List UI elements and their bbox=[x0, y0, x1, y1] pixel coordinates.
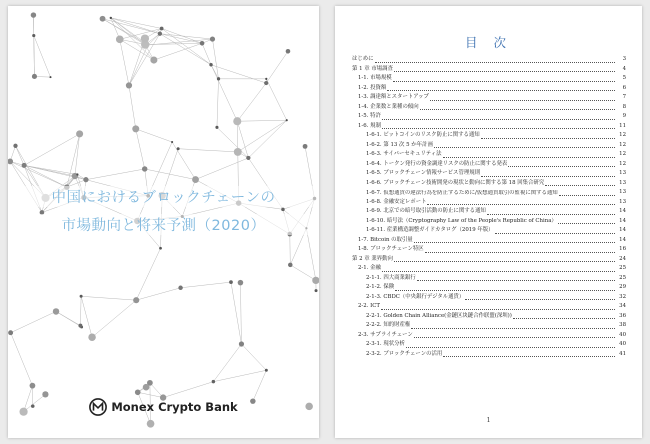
toc-entry-page: 14 bbox=[619, 217, 626, 224]
network-edge bbox=[136, 129, 172, 142]
network-edge bbox=[129, 45, 148, 85]
network-node bbox=[178, 286, 183, 291]
toc-entry-page: 34 bbox=[619, 303, 626, 309]
network-edge bbox=[129, 85, 136, 128]
toc-leader-dots bbox=[508, 166, 615, 167]
toc-leader-dots bbox=[545, 185, 615, 186]
toc-entry[interactable] bbox=[352, 350, 626, 360]
toc-entry-label: 1-4. 企業数と業種の傾向 bbox=[358, 103, 419, 110]
toc-entry-page: 14 bbox=[619, 236, 626, 243]
page-number: 1 bbox=[486, 417, 491, 424]
network-edge bbox=[211, 65, 237, 121]
network-node bbox=[76, 173, 78, 175]
toc-leader-dots bbox=[395, 290, 615, 291]
network-edge bbox=[253, 370, 267, 401]
network-node bbox=[286, 49, 291, 54]
network-edge bbox=[15, 146, 24, 166]
toc-entry-page: 36 bbox=[619, 312, 626, 319]
toc-page bbox=[335, 6, 642, 438]
toc-leader-dots bbox=[443, 356, 615, 357]
toc-entry[interactable] bbox=[352, 312, 626, 322]
network-node bbox=[88, 333, 95, 340]
toc-entry-page: 12 bbox=[619, 151, 626, 157]
network-node bbox=[158, 32, 162, 36]
network-edge bbox=[34, 36, 35, 77]
network-node bbox=[192, 176, 199, 183]
toc-leader-dots bbox=[481, 138, 615, 139]
toc-entry-label: 1-2. 投資額 bbox=[358, 84, 387, 91]
toc-entry[interactable] bbox=[352, 331, 626, 341]
toc-leader-dots bbox=[414, 337, 615, 338]
network-node bbox=[265, 78, 267, 80]
toc-leader-dots bbox=[393, 81, 615, 82]
toc-entry-page: 8 bbox=[622, 103, 626, 110]
toc-entry-label: 1-5. 特許 bbox=[358, 113, 381, 119]
network-edge bbox=[241, 344, 266, 370]
toc-entry-label: 1-6-1. ビットコインのリスク防止に関する通知 bbox=[366, 132, 480, 138]
toc-entry[interactable] bbox=[352, 160, 626, 170]
toc-entry-label: 2-1-2. 保険 bbox=[366, 284, 395, 290]
network-edge bbox=[266, 79, 286, 120]
toc-entry-label: 1-1. 市場規模 bbox=[358, 75, 392, 81]
network-edge bbox=[24, 165, 67, 187]
network-node bbox=[8, 330, 13, 335]
toc-entry-label: 1-6-8. 金融安定レポート bbox=[366, 198, 427, 205]
network-edge bbox=[290, 234, 291, 265]
network-node bbox=[234, 148, 242, 156]
network-edge bbox=[103, 19, 146, 45]
network-node bbox=[288, 263, 293, 268]
toc-entry-page: 29 bbox=[619, 284, 626, 290]
network-edge bbox=[213, 370, 266, 381]
toc-entry[interactable] bbox=[352, 150, 626, 160]
toc-entry[interactable] bbox=[352, 264, 626, 274]
toc-entry[interactable] bbox=[352, 217, 626, 227]
network-node bbox=[135, 389, 141, 395]
toc-entry-label: 1-8. ブロックチェーン特区 bbox=[358, 246, 424, 252]
network-edge bbox=[231, 282, 241, 344]
toc-entry[interactable] bbox=[352, 65, 626, 75]
toc-entry[interactable] bbox=[352, 226, 626, 236]
toc-entry-page: 13 bbox=[619, 198, 626, 205]
network-node bbox=[142, 166, 147, 171]
network-edge bbox=[238, 120, 287, 152]
toc-entry-page: 25 bbox=[619, 274, 626, 281]
toc-entry[interactable] bbox=[352, 55, 626, 65]
network-edge bbox=[111, 18, 145, 45]
network-node bbox=[132, 125, 139, 132]
network-node bbox=[32, 74, 37, 79]
toc-entry[interactable] bbox=[352, 255, 626, 265]
toc-entry-label: 1-7. Bitcoin の取引量 bbox=[358, 236, 413, 243]
network-edge bbox=[24, 165, 77, 174]
network-node bbox=[160, 27, 164, 31]
toc-leader-dots bbox=[406, 347, 615, 348]
network-edge bbox=[11, 311, 56, 332]
toc-leader-dots bbox=[427, 204, 615, 205]
network-edge bbox=[172, 142, 195, 180]
toc-leader-dots bbox=[443, 157, 615, 158]
toc-entry[interactable] bbox=[352, 293, 626, 303]
brand-name: Monex Crypto Bank bbox=[111, 400, 238, 414]
toc-leader-dots bbox=[495, 233, 615, 234]
toc-entry-label: 1-6-2. 第 13 次 5 か年計画 bbox=[366, 141, 433, 148]
toc-entry-page: 9 bbox=[622, 113, 626, 119]
network-node bbox=[133, 297, 139, 303]
toc-heading: 目 次 bbox=[465, 35, 512, 50]
toc-entry-label: 1-6. 規制 bbox=[358, 122, 381, 129]
toc-list bbox=[352, 55, 626, 359]
network-edge bbox=[11, 333, 33, 386]
network-edge bbox=[181, 282, 231, 288]
toc-leader-dots bbox=[382, 128, 615, 129]
toc-leader-dots bbox=[394, 71, 615, 72]
network-edge bbox=[10, 161, 67, 187]
toc-entry[interactable] bbox=[352, 198, 626, 208]
network-node bbox=[159, 247, 162, 250]
toc-entry[interactable] bbox=[352, 93, 626, 103]
network-node bbox=[281, 208, 285, 212]
network-node bbox=[143, 384, 150, 391]
toc-entry-label: 2-2. ICT bbox=[358, 303, 380, 309]
network-edge bbox=[75, 134, 80, 176]
network-node bbox=[200, 41, 205, 46]
network-edge bbox=[136, 129, 145, 169]
network-node bbox=[209, 63, 212, 66]
toc-entry[interactable] bbox=[352, 340, 626, 350]
network-node bbox=[110, 17, 112, 19]
network-node bbox=[264, 81, 268, 85]
network-edge bbox=[248, 120, 286, 158]
toc-entry-page: 7 bbox=[622, 94, 626, 100]
network-edge bbox=[92, 300, 136, 337]
toc-entry-page: 14 bbox=[619, 208, 626, 214]
toc-entry[interactable] bbox=[352, 321, 626, 331]
network-edge bbox=[136, 248, 160, 300]
network-node bbox=[42, 391, 48, 397]
network-edge bbox=[120, 39, 154, 60]
toc-leader-dots bbox=[411, 328, 615, 329]
network-edge bbox=[86, 169, 145, 180]
toc-entry-page: 25 bbox=[619, 265, 626, 271]
network-edge bbox=[306, 228, 315, 280]
toc-entry-page: 12 bbox=[619, 160, 626, 167]
network-edge bbox=[120, 39, 129, 85]
toc-leader-dots bbox=[481, 176, 615, 177]
toc-leader-dots bbox=[382, 271, 615, 272]
toc-leader-dots bbox=[558, 223, 615, 224]
toc-entry[interactable] bbox=[352, 141, 626, 151]
network-node bbox=[32, 34, 35, 37]
network-node bbox=[229, 280, 233, 284]
toc-entry[interactable] bbox=[352, 131, 626, 141]
network-node bbox=[238, 280, 244, 286]
toc-entry-label: 2-2-1. Golden Chain Alliance(金鏈区块鏈合作联盟(深圳)) bbox=[366, 312, 512, 319]
network-node bbox=[80, 295, 83, 298]
brand-logo bbox=[8, 398, 319, 416]
toc-entry-label: 2-3-2. ブロックチェーンの活用 bbox=[366, 350, 443, 357]
toc-entry-label: 1-6-4. トークン発行の資金調達リスクの防止に関する発表 bbox=[366, 160, 508, 167]
toc-leader-dots bbox=[513, 318, 615, 319]
network-node bbox=[150, 57, 157, 64]
network-node bbox=[265, 369, 268, 372]
toc-entry-label: 1-6-11. 産業構造調整ガイドカタログ（2019 年版） bbox=[366, 227, 494, 233]
network-node bbox=[286, 119, 288, 121]
toc-entry-page: 12 bbox=[619, 141, 626, 148]
network-node bbox=[116, 36, 124, 44]
network-node bbox=[171, 141, 173, 143]
network-node bbox=[30, 383, 36, 389]
network-node bbox=[22, 163, 27, 168]
network-edge bbox=[237, 83, 266, 121]
network-node bbox=[83, 177, 88, 182]
toc-leader-dots bbox=[465, 299, 615, 300]
network-node bbox=[177, 147, 180, 150]
network-node bbox=[53, 308, 59, 314]
network-edge bbox=[237, 120, 286, 121]
toc-entry-label: 1-6-6. ブロックチェーン技術開発の現状と動向に関する第 18 回集合研究 bbox=[366, 179, 545, 186]
toc-leader-dots bbox=[381, 309, 615, 310]
toc-entry-page: 4 bbox=[622, 65, 626, 72]
toc-entry-page: 11 bbox=[619, 122, 626, 129]
toc-entry-label: 1-3. 調達額とスタートアップ bbox=[358, 94, 429, 100]
network-node bbox=[233, 117, 241, 125]
network-edge bbox=[154, 43, 202, 60]
toc-leader-dots bbox=[417, 280, 615, 281]
toc-entry-page: 13 bbox=[619, 189, 626, 195]
network-node bbox=[217, 77, 220, 80]
network-node bbox=[246, 156, 250, 160]
network-edge bbox=[217, 79, 219, 127]
network-edge bbox=[178, 149, 238, 152]
network-node bbox=[31, 12, 36, 17]
toc-entry-label: 1-6-7. 仮想通貨の違法行為を防止するために/仮想通貨取引の監視に関する通知 bbox=[366, 190, 558, 196]
toc-entry[interactable] bbox=[352, 112, 626, 122]
network-edge bbox=[162, 28, 202, 43]
network-edge bbox=[145, 169, 196, 180]
toc-entry-page: 3 bbox=[622, 56, 626, 62]
toc-entry-label: はじめに bbox=[352, 56, 374, 62]
toc-entry-page: 14 bbox=[619, 227, 626, 233]
toc-entry-label: 2-2-2. 知的財産権 bbox=[366, 322, 411, 328]
toc-entry[interactable] bbox=[352, 236, 626, 246]
network-edge bbox=[136, 288, 180, 300]
toc-entry-page: 24 bbox=[619, 255, 626, 262]
network-edge bbox=[34, 36, 51, 78]
network-edge bbox=[213, 344, 241, 382]
toc-leader-dots bbox=[425, 252, 615, 253]
toc-entry[interactable] bbox=[352, 283, 626, 293]
cover-title-line2: 市場動向と将来予測（2020） bbox=[8, 214, 319, 235]
toc-entry[interactable] bbox=[352, 103, 626, 113]
network-node bbox=[215, 126, 218, 129]
toc-entry[interactable] bbox=[352, 207, 626, 217]
network-node bbox=[303, 144, 308, 149]
toc-leader-dots bbox=[414, 242, 615, 243]
network-edge bbox=[196, 158, 249, 180]
cover-title-line1: 中国におけるブロックチェーンの bbox=[8, 186, 319, 207]
network-node bbox=[76, 130, 83, 137]
toc-entry[interactable] bbox=[352, 122, 626, 132]
monex-logo-icon bbox=[89, 398, 107, 416]
network-node bbox=[13, 144, 17, 148]
toc-entry-label: 2-3. サプライチェーン bbox=[358, 331, 413, 338]
network-node bbox=[212, 380, 215, 383]
toc-entry-page: 16 bbox=[619, 246, 626, 252]
network-edge bbox=[240, 283, 241, 344]
toc-entry-label: 第 1 章 市場調査 bbox=[352, 65, 393, 72]
network-edge bbox=[163, 382, 213, 398]
toc-entry-page: 5 bbox=[622, 75, 626, 81]
toc-entry[interactable] bbox=[352, 169, 626, 179]
network-node bbox=[315, 289, 318, 292]
toc-entry[interactable] bbox=[352, 84, 626, 94]
network-edge bbox=[80, 296, 81, 325]
toc-entry-page: 38 bbox=[619, 322, 626, 328]
toc-entry-page: 40 bbox=[619, 341, 626, 347]
network-edge bbox=[81, 296, 92, 337]
network-node bbox=[210, 36, 215, 41]
network-node bbox=[141, 34, 149, 42]
toc-leader-dots bbox=[382, 119, 615, 120]
toc-entry-label: 2-1-1. 四大商業銀行 bbox=[366, 274, 416, 281]
network-edge bbox=[290, 265, 316, 281]
network-edge bbox=[211, 65, 266, 83]
toc-entry-label: 1-6-10. 暗号法（Cryptography Law of the People's Republic of China） bbox=[366, 217, 557, 224]
toc-entry-label: 1-6-9. 北京での暗号取引活動の防止に関する通知 bbox=[366, 208, 486, 214]
toc-entry-label: 1-6-5. ブロックチェーン情報サービス管理規則 bbox=[366, 170, 481, 176]
toc-entry[interactable] bbox=[352, 302, 626, 312]
network-node bbox=[126, 82, 132, 88]
cover-page bbox=[8, 6, 319, 438]
network-edge bbox=[24, 134, 80, 166]
toc-entry[interactable] bbox=[352, 274, 626, 284]
network-node bbox=[312, 277, 319, 284]
toc-entry-page: 40 bbox=[619, 331, 626, 338]
network-node bbox=[239, 341, 244, 346]
toc-leader-dots bbox=[375, 62, 615, 63]
toc-leader-dots bbox=[434, 147, 615, 148]
toc-entry-label: 第 2 章 業界動向 bbox=[352, 255, 393, 262]
network-node bbox=[147, 420, 155, 428]
toc-leader-dots bbox=[430, 100, 615, 101]
toc-leader-dots bbox=[420, 109, 615, 110]
toc-entry[interactable] bbox=[352, 188, 626, 198]
toc-leader-dots bbox=[559, 195, 615, 196]
network-node bbox=[49, 76, 51, 78]
network-edge bbox=[81, 296, 136, 300]
toc-entry-page: 32 bbox=[619, 293, 626, 300]
toc-entry-page: 41 bbox=[619, 350, 626, 357]
toc-entry-label: 2-1-3. CBDC（中央銀行デジタル通貨） bbox=[366, 293, 465, 300]
toc-entry[interactable] bbox=[352, 179, 626, 189]
network-edge bbox=[111, 18, 160, 34]
toc-entry[interactable] bbox=[352, 245, 626, 255]
toc-entry-page: 13 bbox=[619, 170, 626, 176]
toc-entry-label: 2-1. 金融 bbox=[358, 265, 381, 271]
toc-entry-label: 1-6-3. サイバーセキュリティ法 bbox=[366, 151, 442, 157]
toc-entry[interactable] bbox=[352, 74, 626, 84]
network-edge bbox=[266, 51, 288, 83]
network-edge bbox=[56, 311, 80, 325]
network-node bbox=[78, 324, 82, 328]
toc-entry-page: 12 bbox=[619, 132, 626, 138]
toc-leader-dots bbox=[394, 261, 615, 262]
toc-entry-page: 13 bbox=[619, 179, 626, 186]
toc-entry-label: 2-3-1. 現状分析 bbox=[366, 341, 405, 347]
toc-leader-dots bbox=[487, 214, 615, 215]
toc-entry-page: 6 bbox=[622, 84, 626, 91]
network-node bbox=[100, 16, 106, 22]
toc-leader-dots bbox=[387, 90, 615, 91]
